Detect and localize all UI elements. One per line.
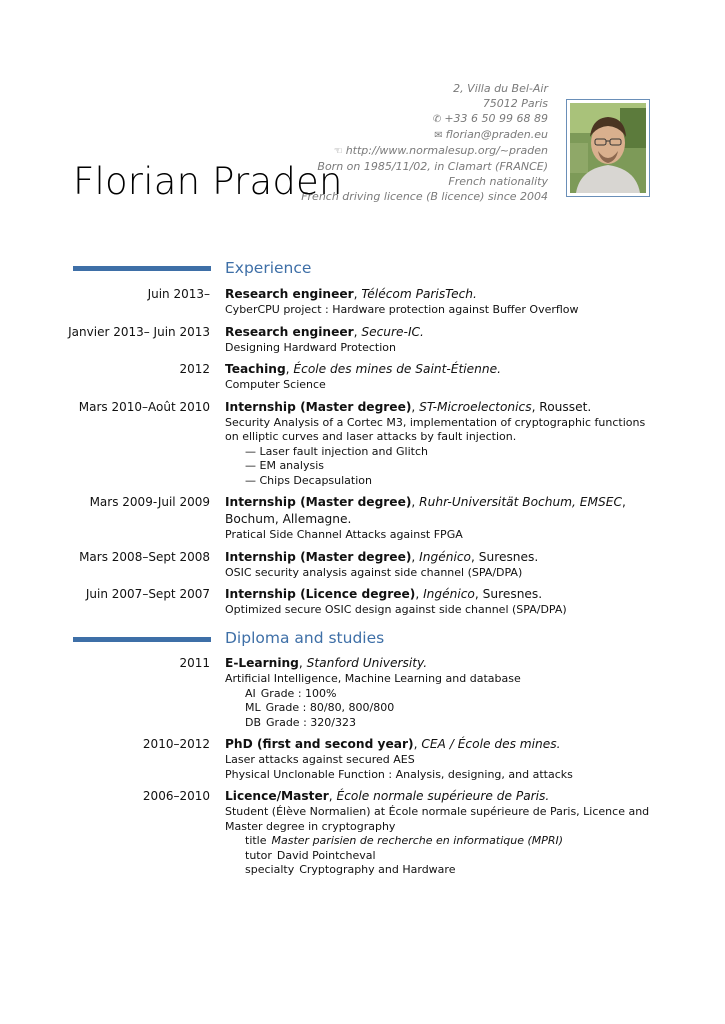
entry-description: Security Analysis of a Cortec M3, implementation of cryptographic functions on elliptic curves and laser attacks by fault injection.	[225, 415, 646, 443]
grade-row	[225, 716, 657, 731]
experience-entry	[0, 361, 725, 393]
separator: ,	[411, 399, 420, 414]
entry-heading	[225, 399, 657, 416]
experience-list	[0, 286, 725, 624]
detail-value: Cryptography and Hardware	[299, 863, 456, 876]
entry-location: , Suresnes.	[474, 587, 543, 601]
entry-date: 2010–2012	[142, 737, 210, 751]
separator: ,	[353, 324, 362, 339]
entry-role: PhD (first and second year)	[225, 737, 414, 751]
detail-row	[225, 834, 657, 849]
entry-organization: CEA / École des mines.	[421, 737, 561, 751]
diploma-heading: Diploma and studies	[225, 629, 385, 647]
separator: ,	[415, 587, 424, 601]
entry-role: Research engineer	[225, 287, 354, 301]
entry-role: E-Learning	[225, 656, 299, 670]
entry-body	[225, 586, 657, 618]
entry-body	[225, 324, 657, 356]
separator: ,	[353, 287, 362, 301]
entry-organization: École normale supérieure de Paris.	[336, 789, 550, 803]
entry-body	[225, 399, 657, 489]
detail-label: title	[245, 834, 267, 847]
entry-description: Laser attacks against secured AES	[225, 753, 415, 766]
experience-heading: Experience	[225, 259, 312, 277]
entry-organization: École des mines de Saint-Étienne.	[293, 362, 501, 376]
bullet-item: — Chips Decapsulation	[245, 474, 657, 489]
entry-heading	[225, 788, 657, 805]
pointer-hand-icon: ☜	[333, 146, 343, 157]
grade-value: Grade : 100%	[260, 686, 337, 700]
entry-date: 2012	[179, 362, 210, 376]
detail-label: specialty	[245, 863, 295, 876]
entry-body	[225, 736, 657, 782]
detail-label: tutor	[245, 848, 272, 862]
diploma-list	[0, 655, 725, 884]
envelope-icon: ✉	[434, 130, 443, 141]
entry-heading	[225, 494, 657, 528]
experience-section-bar	[73, 266, 211, 271]
grade-row	[225, 687, 657, 702]
grade-label: AI	[245, 686, 256, 700]
entry-body	[225, 286, 657, 318]
entry-role: Internship (Master degree)	[225, 495, 412, 509]
entry-role: Teaching	[225, 362, 286, 376]
entry-body	[225, 549, 657, 581]
nationality: French nationality	[448, 175, 548, 188]
email-line[interactable]	[301, 127, 548, 143]
entry-body	[225, 788, 657, 878]
experience-entry	[0, 324, 725, 356]
diploma-section-bar	[73, 637, 211, 642]
separator: ,	[298, 656, 307, 670]
entry-description-2: Physical Unclonable Function : Analysis, designing, and attacks	[225, 767, 573, 781]
entry-heading	[225, 361, 657, 378]
entry-date: Juin 2007–Sept 2007	[85, 587, 210, 601]
birth-info: Born on 1985/11/02, in Clamart (FRANCE)	[317, 160, 548, 173]
entry-date: Janvier 2013– Juin 2013	[68, 324, 210, 339]
entry-description: Computer Science	[225, 378, 326, 391]
entry-description: CyberCPU project : Hardware protection against Buffer Overflow	[225, 303, 579, 316]
entry-organization: Secure-IC.	[361, 324, 424, 339]
entry-role: Internship (Licence degree)	[225, 587, 416, 601]
entry-bullet-list	[225, 445, 657, 489]
phone-line	[301, 111, 548, 127]
driving-licence: French driving licence (B licence) since 2004	[301, 190, 548, 203]
experience-entry	[0, 549, 725, 581]
experience-entry	[0, 494, 725, 543]
entry-date: Juin 2013–	[147, 287, 210, 301]
entry-description: OSIC security analysis against side channel (SPA/DPA)	[225, 565, 523, 579]
entry-organization: Stanford University.	[306, 656, 428, 670]
grade-label: DB	[245, 715, 262, 729]
entry-heading	[225, 324, 657, 341]
entry-role: Internship (Master degree)	[225, 399, 412, 414]
entry-date: 2006–2010	[142, 789, 210, 803]
entry-organization: Ruhr-Universität Bochum, EMSEC	[419, 495, 622, 509]
grade-value: Grade : 80/80, 800/800	[265, 701, 395, 714]
entry-description: Designing Hardward Protection	[225, 340, 397, 354]
bullet-item: — EM analysis	[245, 459, 657, 474]
experience-entry	[0, 399, 725, 489]
entry-location: , Rousset.	[531, 399, 592, 414]
entry-organization: Télécom ParisTech.	[361, 287, 477, 301]
grade-row	[225, 701, 657, 716]
separator: ,	[411, 495, 420, 509]
detail-value: David Pointcheval	[276, 848, 376, 862]
experience-entry	[0, 586, 725, 618]
entry-heading	[225, 586, 657, 603]
entry-role: Research engineer	[225, 324, 354, 339]
diploma-entry	[0, 736, 725, 782]
email-link[interactable]: florian@praden.eu	[445, 128, 548, 141]
separator: ,	[411, 549, 420, 564]
entry-description: Student (Élève Normalien) at École normale supérieure de Paris, Licence and Master degree in cryptography	[225, 805, 650, 833]
address-line-2: 75012 Paris	[482, 97, 548, 110]
entry-body	[225, 361, 657, 393]
entry-date: 2011	[179, 656, 210, 670]
entry-organization: Ingénico	[419, 549, 471, 564]
address-line-1: 2, Villa du Bel-Air	[453, 82, 548, 95]
entry-date: Mars 2009-Juil 2009	[89, 495, 210, 509]
entry-description: Pratical Side Channel Attacks against FPGA	[225, 528, 463, 541]
diploma-entry	[0, 655, 725, 730]
phone-number: +33 6 50 99 68 89	[444, 112, 548, 125]
entry-body	[225, 494, 657, 543]
diploma-entry	[0, 788, 725, 878]
website-line[interactable]	[301, 143, 548, 159]
entry-role: Licence/Master	[225, 789, 329, 803]
entry-location: , Suresnes.	[471, 549, 539, 564]
detail-row	[225, 849, 657, 864]
entry-heading	[225, 736, 657, 753]
separator: ,	[285, 362, 294, 376]
entry-date: Mars 2008–Sept 2008	[79, 549, 210, 564]
entry-description: Optimized secure OSIC design against side channel (SPA/DPA)	[225, 603, 567, 616]
entry-role: Internship (Master degree)	[225, 549, 412, 564]
profile-photo	[566, 99, 650, 197]
entry-body	[225, 655, 657, 730]
entry-description: Artificial Intelligence, Machine Learning and database	[225, 672, 521, 685]
website-link[interactable]: http://www.normalesup.org/~praden	[345, 144, 548, 157]
bullet-item: — Laser fault injection and Glitch	[245, 445, 657, 460]
entry-organization: Ingénico	[423, 587, 475, 601]
person-name: Florian Praden	[73, 160, 343, 203]
detail-value: Master parisien de recherche en informatique (MPRI)	[271, 834, 564, 847]
entry-date: Mars 2010–Août 2010	[78, 399, 210, 414]
entry-location: , Bochum, Allemagne.	[225, 495, 626, 526]
entry-heading	[225, 286, 657, 303]
phone-icon: ✆	[432, 114, 442, 125]
entry-heading	[225, 549, 657, 566]
entry-organization: ST-Microelectonics	[419, 399, 532, 414]
entry-heading	[225, 655, 657, 672]
grade-value: Grade : 320/323	[266, 715, 356, 729]
separator: ,	[328, 789, 337, 803]
detail-row	[225, 863, 657, 878]
separator: ,	[413, 737, 422, 751]
experience-entry	[0, 286, 725, 318]
grade-label: ML	[245, 701, 261, 714]
